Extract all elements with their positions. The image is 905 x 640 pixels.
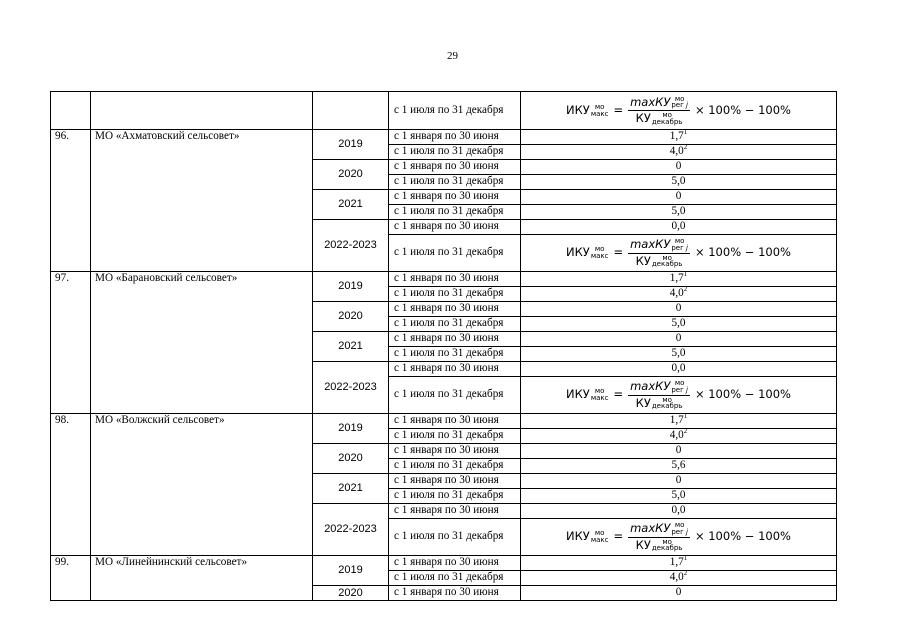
period-cell: с 1 июля по 31 декабря [389,235,521,272]
period-cell: с 1 января по 30 июня [389,444,521,459]
value-cell: $4,0^2$ [521,571,837,586]
year-cell: 2020 [313,302,389,332]
period-cell: с 1 июля по 31 декабря [389,519,521,556]
row-number: 99. [51,556,91,601]
period-cell: с 1 января по 30 июня [389,556,521,571]
value-cell: 0 [521,332,837,347]
municipality-name: МО «Ахматовский сельсовет» [91,130,313,272]
value-cell: 0 [521,586,837,601]
period-cell: с 1 января по 30 июня [389,332,521,347]
period-cell: с 1 июля по 31 декабря [389,377,521,414]
year-cell: 2020 [313,160,389,190]
year-cell: 2020 [313,586,389,601]
period-cell: с 1 января по 30 июня [389,504,521,519]
period-cell: с 1 июля по 31 декабря [389,92,521,130]
value-cell: 5,0 [521,175,837,190]
period-cell: с 1 января по 30 июня [389,160,521,175]
year-cell: 2021 [313,474,389,504]
period-cell: с 1 июля по 31 декабря [389,429,521,444]
period-cell: с 1 июля по 31 декабря [389,571,521,586]
value-cell: $4,0^2$ [521,429,837,444]
formula: ИКУ мо макс = maxКУ мо рег j КУ мо декабрь × 100% − 100% [566,379,791,411]
value-cell: $4,0^2$ [521,145,837,160]
municipality-name: МО «Барановский сельсовет» [91,272,313,414]
table-row [51,130,837,145]
value-cell: 5,6 [521,459,837,474]
value-cell: 0 [521,190,837,205]
value-cell: $1,7^1$ [521,414,837,429]
value-cell [521,92,837,130]
period-cell: с 1 июля по 31 декабря [389,175,521,190]
municipality-cell [91,92,313,130]
value-cell: 0 [521,302,837,317]
formula: ИКУ мо макс = maxКУ мо рег j КУ мо декабрь × 100% − 100% [566,521,791,553]
period-cell: с 1 июля по 31 декабря [389,459,521,474]
period-cell: с 1 января по 30 июня [389,190,521,205]
value-cell [521,235,837,272]
table-row [51,414,837,429]
value-cell: 5,0 [521,489,837,504]
value-cell: 5,0 [521,317,837,332]
year-cell: 2020 [313,444,389,474]
table-row [51,272,837,287]
year-cell: 2019 [313,272,389,302]
municipality-name: МО «Волжский сельсовет» [91,414,313,556]
page-number: 29 [447,50,458,62]
formula: ИКУ мо макс = maxКУ мо рег j КУ мо декабрь × 100% − 100% [566,94,791,126]
value-cell: $1,7^1$ [521,556,837,571]
period-cell: с 1 января по 30 июня [389,362,521,377]
year-cell: 2022-2023 [313,220,389,272]
value-cell [521,377,837,414]
value-cell: 5,0 [521,347,837,362]
period-cell: с 1 января по 30 июня [389,272,521,287]
municipality-name: МО «Линейнинский сельсовет» [91,556,313,601]
period-cell: с 1 июля по 31 декабря [389,489,521,504]
row-number: 98. [51,414,91,556]
year-cell: 2022-2023 [313,504,389,556]
tariff-table [50,91,837,601]
formula: ИКУ мо макс = maxКУ мо рег j КУ мо декабрь × 100% − 100% [566,237,791,269]
row-number: 96. [51,130,91,272]
year-cell: 2019 [313,414,389,444]
period-cell: с 1 января по 30 июня [389,414,521,429]
year-cell: 2022-2023 [313,362,389,414]
period-cell: с 1 июля по 31 декабря [389,287,521,302]
period-cell: с 1 июля по 31 декабря [389,347,521,362]
year-cell: 2021 [313,190,389,220]
value-cell: 0 [521,474,837,489]
period-cell: с 1 июля по 31 декабря [389,205,521,220]
table-row [51,556,837,571]
table-row [51,92,837,130]
period-cell: с 1 января по 30 июня [389,220,521,235]
value-cell: 5,0 [521,205,837,220]
value-cell: $1,7^1$ [521,130,837,145]
number-cell [51,92,91,130]
period-cell: с 1 июля по 31 декабря [389,317,521,332]
value-cell: 0 [521,444,837,459]
period-cell: с 1 января по 30 июня [389,474,521,489]
value-cell: 0,0 [521,504,837,519]
value-cell: $4,0^2$ [521,287,837,302]
value-cell: $1,7^1$ [521,272,837,287]
period-cell: с 1 января по 30 июня [389,302,521,317]
year-cell: 2019 [313,556,389,586]
year-cell: 2019 [313,130,389,160]
row-number: 97. [51,272,91,414]
value-cell: 0 [521,160,837,175]
period-cell: с 1 января по 30 июня [389,586,521,601]
period-cell: с 1 января по 30 июня [389,130,521,145]
year-cell: 2021 [313,332,389,362]
period-cell: с 1 июля по 31 декабря [389,145,521,160]
value-cell: 0,0 [521,220,837,235]
year-cell [313,92,389,130]
value-cell [521,519,837,556]
value-cell: 0,0 [521,362,837,377]
